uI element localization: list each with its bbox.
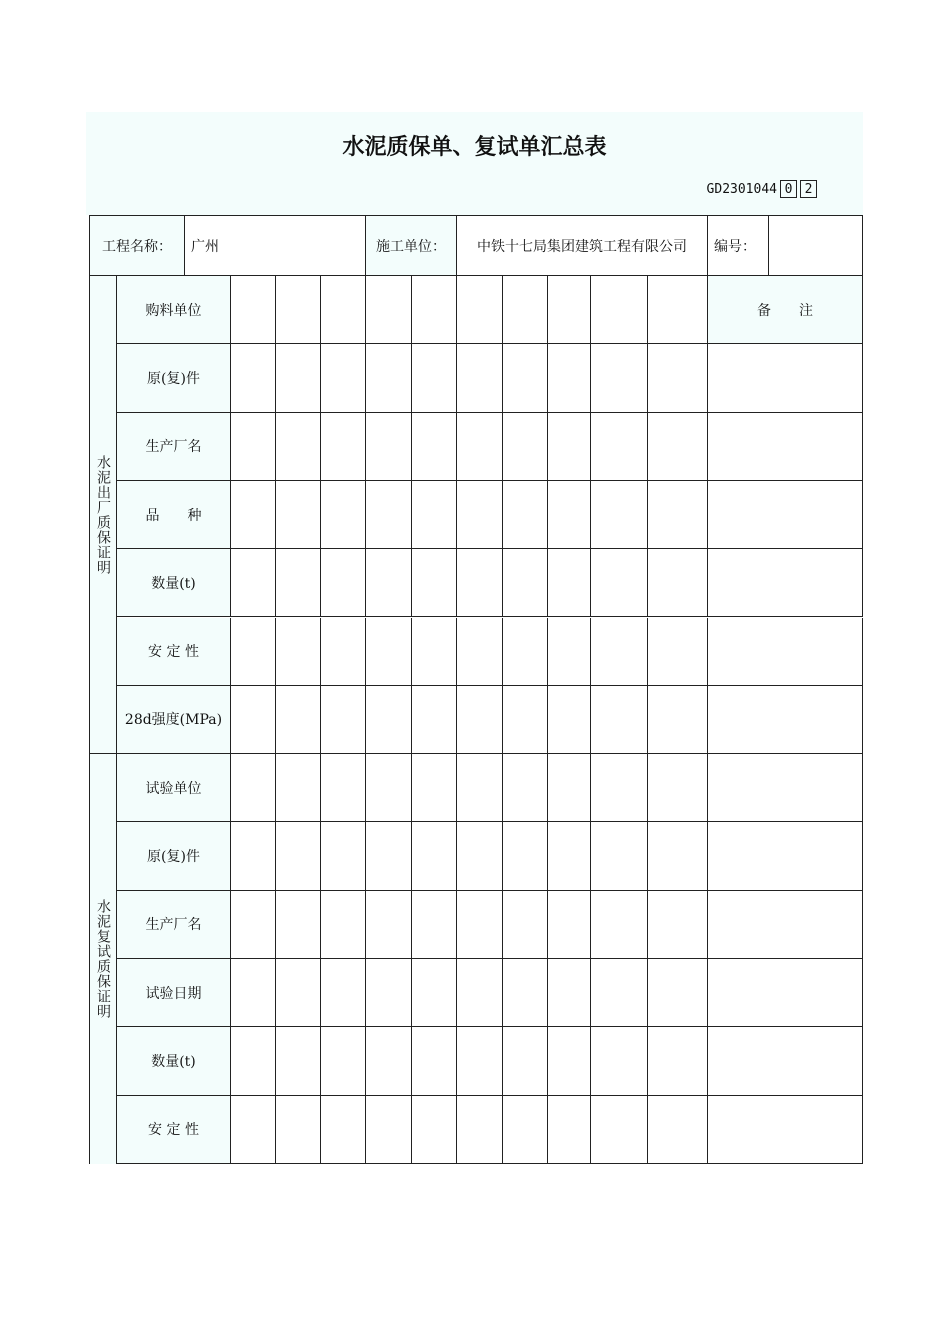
cell-text: 生产厂名 <box>145 917 202 934</box>
project-name-label <box>89 215 185 276</box>
data-cell[interactable] <box>503 413 548 481</box>
data-cell[interactable] <box>366 959 412 1027</box>
cell-text: 备 注 <box>757 302 813 319</box>
row-header <box>117 959 231 1027</box>
row-header <box>117 891 231 959</box>
data-cell[interactable] <box>548 1027 591 1095</box>
cell-text: 安 定 性 <box>148 1122 199 1139</box>
data-cell[interactable] <box>548 822 591 890</box>
data-cell[interactable] <box>548 686 591 754</box>
remarks-cell[interactable] <box>708 754 863 822</box>
data-cell[interactable] <box>412 344 457 412</box>
data-cell[interactable] <box>457 481 503 549</box>
data-cell[interactable] <box>276 822 321 890</box>
section-label <box>89 754 117 1164</box>
data-cell[interactable] <box>591 276 648 344</box>
data-cell[interactable] <box>412 618 457 686</box>
data-cell[interactable] <box>412 481 457 549</box>
data-cell[interactable] <box>503 1027 548 1095</box>
data-cell[interactable] <box>503 481 548 549</box>
data-cell[interactable] <box>648 276 708 344</box>
row-header <box>117 754 231 822</box>
data-cell[interactable] <box>412 754 457 822</box>
cell-text: 工程名称： <box>102 238 172 255</box>
data-cell[interactable] <box>231 413 276 481</box>
data-cell[interactable] <box>648 1027 708 1095</box>
data-cell[interactable] <box>276 481 321 549</box>
data-cell[interactable] <box>231 549 276 617</box>
remarks-cell[interactable] <box>708 481 863 549</box>
cell-text: 数量(t) <box>151 1053 196 1070</box>
data-cell[interactable] <box>276 959 321 1027</box>
cell-text: 安 定 性 <box>148 644 199 661</box>
data-cell[interactable] <box>548 549 591 617</box>
remarks-cell[interactable] <box>708 1027 863 1095</box>
row-header <box>117 618 231 686</box>
data-cell[interactable] <box>648 959 708 1027</box>
data-cell[interactable] <box>276 413 321 481</box>
data-cell[interactable] <box>276 1096 321 1164</box>
row-header <box>117 276 231 344</box>
data-cell[interactable] <box>321 754 366 822</box>
data-cell[interactable] <box>366 276 412 344</box>
data-cell[interactable] <box>591 344 648 412</box>
data-cell[interactable] <box>231 891 276 959</box>
row-header <box>117 686 231 754</box>
data-cell[interactable] <box>591 754 648 822</box>
data-cell[interactable] <box>321 959 366 1027</box>
form-header <box>86 112 863 215</box>
data-cell[interactable] <box>503 686 548 754</box>
data-cell[interactable] <box>231 618 276 686</box>
cell-text: 水泥复试质保证明 <box>95 898 111 1019</box>
form-sheet <box>86 112 863 1164</box>
data-cell[interactable] <box>591 549 648 617</box>
page-title: 水泥质保单、复试单汇总表 <box>342 135 607 160</box>
remarks-cell[interactable] <box>708 618 863 686</box>
remarks-cell[interactable] <box>708 891 863 959</box>
data-cell[interactable] <box>412 549 457 617</box>
remarks-cell[interactable] <box>708 344 863 412</box>
form-code <box>707 180 817 198</box>
data-cell[interactable] <box>548 276 591 344</box>
data-cell[interactable] <box>457 686 503 754</box>
data-cell[interactable] <box>648 891 708 959</box>
data-cell[interactable] <box>366 891 412 959</box>
cell-text: 广州 <box>191 238 219 255</box>
number-value[interactable] <box>769 215 863 276</box>
data-cell[interactable] <box>276 1027 321 1095</box>
data-cell[interactable] <box>276 549 321 617</box>
data-cell[interactable] <box>231 1027 276 1095</box>
data-cell[interactable] <box>457 549 503 617</box>
cell-text: 编号： <box>714 238 756 255</box>
row-header <box>117 1096 231 1164</box>
data-cell[interactable] <box>231 481 276 549</box>
form-code-prefix: GD2301044 <box>706 181 777 197</box>
remarks-cell[interactable] <box>708 822 863 890</box>
data-cell[interactable] <box>457 822 503 890</box>
data-cell[interactable] <box>457 891 503 959</box>
cell-text: 中铁十七局集团建筑工程有限公司 <box>477 238 687 255</box>
data-cell[interactable] <box>457 1096 503 1164</box>
data-cell[interactable] <box>321 1027 366 1095</box>
data-cell[interactable] <box>457 1027 503 1095</box>
cell-text: 水泥出厂质保证明 <box>95 454 111 575</box>
data-cell[interactable] <box>457 413 503 481</box>
remarks-cell[interactable] <box>708 1096 863 1164</box>
data-cell[interactable] <box>503 891 548 959</box>
number-label <box>708 215 769 276</box>
data-cell[interactable] <box>457 276 503 344</box>
data-cell[interactable] <box>412 1096 457 1164</box>
data-cell[interactable] <box>591 618 648 686</box>
data-cell[interactable] <box>648 754 708 822</box>
row-header <box>117 822 231 890</box>
data-cell[interactable] <box>366 822 412 890</box>
remarks-cell[interactable] <box>708 686 863 754</box>
cell-text: 生产厂名 <box>145 439 202 456</box>
data-cell[interactable] <box>457 344 503 412</box>
data-cell[interactable] <box>591 822 648 890</box>
data-cell[interactable] <box>648 344 708 412</box>
data-cell[interactable] <box>231 959 276 1027</box>
data-cell[interactable] <box>412 891 457 959</box>
data-cell[interactable] <box>591 481 648 549</box>
data-cell[interactable] <box>412 276 457 344</box>
remarks-cell[interactable] <box>708 959 863 1027</box>
cell-text: 购料单位 <box>145 302 202 319</box>
data-cell[interactable] <box>648 686 708 754</box>
data-cell[interactable] <box>548 891 591 959</box>
data-cell[interactable] <box>503 959 548 1027</box>
data-cell[interactable] <box>231 754 276 822</box>
data-cell[interactable] <box>231 822 276 890</box>
data-cell[interactable] <box>276 276 321 344</box>
data-cell[interactable] <box>548 481 591 549</box>
data-cell[interactable] <box>548 959 591 1027</box>
data-cell[interactable] <box>321 344 366 412</box>
data-cell[interactable] <box>366 481 412 549</box>
data-cell[interactable] <box>366 344 412 412</box>
section-label <box>89 276 117 754</box>
data-cell[interactable] <box>591 1027 648 1095</box>
data-cell[interactable] <box>591 891 648 959</box>
data-cell[interactable] <box>548 344 591 412</box>
data-cell[interactable] <box>412 413 457 481</box>
data-cell[interactable] <box>457 959 503 1027</box>
data-cell[interactable] <box>231 686 276 754</box>
remarks-cell[interactable] <box>708 413 863 481</box>
cell-text: 试验单位 <box>145 780 202 797</box>
data-cell[interactable] <box>366 618 412 686</box>
data-cell[interactable] <box>503 754 548 822</box>
data-cell[interactable] <box>591 686 648 754</box>
data-cell[interactable] <box>591 413 648 481</box>
data-cell[interactable] <box>321 618 366 686</box>
data-cell[interactable] <box>321 413 366 481</box>
data-cell[interactable] <box>648 822 708 890</box>
data-cell[interactable] <box>231 344 276 412</box>
cell-text: 原(复)件 <box>147 849 200 866</box>
data-cell[interactable] <box>366 1096 412 1164</box>
data-cell[interactable] <box>321 1096 366 1164</box>
data-cell[interactable] <box>648 549 708 617</box>
cell-text: 数量(t) <box>151 575 196 592</box>
cell-text: 试验日期 <box>145 985 202 1002</box>
cell-text: 施工单位： <box>376 238 446 255</box>
data-cell[interactable] <box>503 344 548 412</box>
data-cell[interactable] <box>276 344 321 412</box>
data-cell[interactable] <box>231 276 276 344</box>
data-cell[interactable] <box>276 891 321 959</box>
data-cell[interactable] <box>276 754 321 822</box>
cell-text: 品 种 <box>145 507 202 524</box>
data-cell[interactable] <box>457 618 503 686</box>
data-cell[interactable] <box>366 686 412 754</box>
form-code-digit[interactable]: 0 <box>780 180 797 198</box>
data-cell[interactable] <box>276 686 321 754</box>
data-cell[interactable] <box>548 1096 591 1164</box>
data-cell[interactable] <box>503 618 548 686</box>
data-cell[interactable] <box>412 959 457 1027</box>
data-cell[interactable] <box>503 276 548 344</box>
cell-text: 28d强度(MPa) <box>124 712 223 729</box>
data-cell[interactable] <box>648 1096 708 1164</box>
data-cell[interactable] <box>412 822 457 890</box>
data-cell[interactable] <box>503 822 548 890</box>
data-cell[interactable] <box>457 754 503 822</box>
data-cell[interactable] <box>366 413 412 481</box>
row-header <box>117 344 231 412</box>
form-code-digit[interactable]: 2 <box>800 180 817 198</box>
data-cell[interactable] <box>231 1096 276 1164</box>
row-header <box>117 481 231 549</box>
data-cell[interactable] <box>503 1096 548 1164</box>
data-cell[interactable] <box>648 413 708 481</box>
data-cell[interactable] <box>366 754 412 822</box>
data-cell[interactable] <box>412 1027 457 1095</box>
data-cell[interactable] <box>503 549 548 617</box>
data-cell[interactable] <box>321 276 366 344</box>
remarks-cell[interactable] <box>708 549 863 617</box>
contractor-label <box>366 215 457 276</box>
project-name-value[interactable] <box>185 215 366 276</box>
data-cell[interactable] <box>366 549 412 617</box>
data-cell[interactable] <box>321 481 366 549</box>
data-cell[interactable] <box>648 481 708 549</box>
data-cell[interactable] <box>321 891 366 959</box>
data-cell[interactable] <box>548 413 591 481</box>
data-cell[interactable] <box>366 1027 412 1095</box>
data-cell[interactable] <box>412 686 457 754</box>
cell-text: 原(复)件 <box>147 370 200 387</box>
data-cell[interactable] <box>591 1096 648 1164</box>
row-header <box>117 413 231 481</box>
data-cell[interactable] <box>321 686 366 754</box>
data-cell[interactable] <box>321 822 366 890</box>
data-cell[interactable] <box>548 754 591 822</box>
data-cell[interactable] <box>648 618 708 686</box>
row-header <box>117 1027 231 1095</box>
row-header <box>117 549 231 617</box>
remarks-cell[interactable] <box>708 276 863 344</box>
data-cell[interactable] <box>321 549 366 617</box>
contractor-value[interactable] <box>457 215 708 276</box>
data-cell[interactable] <box>591 959 648 1027</box>
data-cell[interactable] <box>276 618 321 686</box>
data-cell[interactable] <box>548 618 591 686</box>
